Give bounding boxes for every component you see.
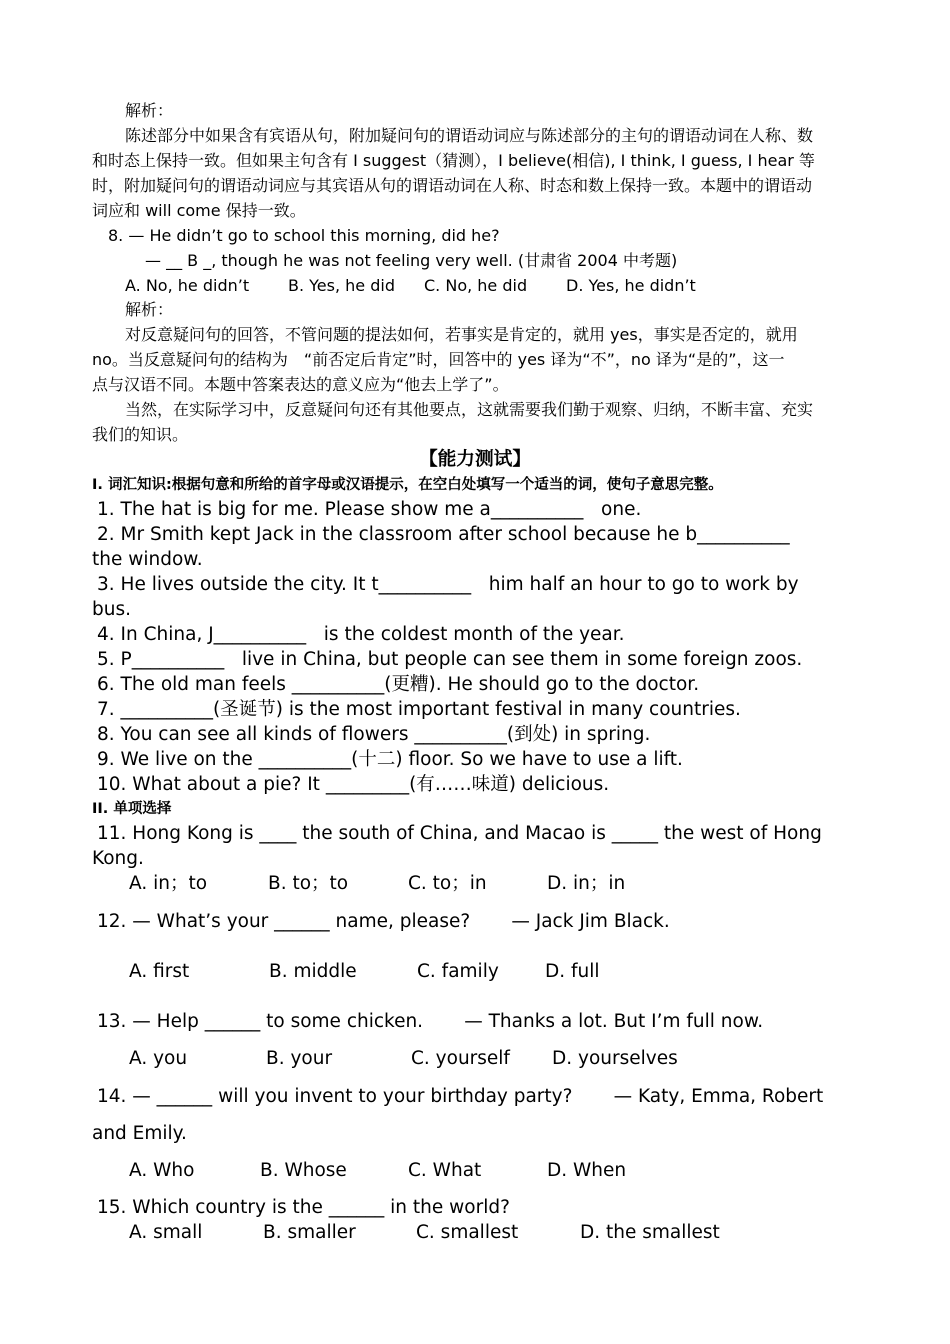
question-8-option: D. Yes, he didn’t — [566, 276, 696, 295]
question-12-stem: 12. — What’s your ______ name, please? — Jack Jim Black. — [97, 911, 670, 932]
question-15-option: A. small — [129, 1222, 203, 1243]
vocab-item: 6. The old man feels __________(更糟). He should go to the doctor. — [97, 674, 700, 695]
question-12-option: B. middle — [269, 961, 357, 982]
question-14-option: B. Whose — [260, 1160, 347, 1181]
question-15-stem: 15. Which country is the ______ in the world? — [97, 1197, 510, 1218]
question-11-option: B. to；to — [268, 873, 349, 894]
question-14-option: C. What — [408, 1160, 482, 1181]
section-1-number: I. — [92, 477, 103, 493]
analysis-line: 词应和 will come 保持一致。 — [92, 201, 306, 220]
question-13-option: B. your — [266, 1048, 333, 1069]
section-1-heading — [92, 478, 723, 493]
analysis-line: 点与汉语不同。本题中答案表达的意义应为“他去上学了”。 — [92, 375, 509, 394]
question-11-stem-continued: Kong. — [92, 848, 144, 869]
question-12-option: A. first — [129, 961, 190, 982]
vocab-item: 1. The hat is big for me. Please show me a__________ one. — [97, 499, 642, 520]
section-1-instructions: 词汇知识:根据句意和所给的首字母或汉语提示，在空白处填写一个适当的词，使句子意思完整。 — [102, 477, 723, 493]
section-2-number: II. — [92, 801, 109, 817]
analysis-label: 解析： — [125, 101, 174, 120]
analysis-line: 当然，在实际学习中，反意疑问句还有其他要点，这就需要我们勤于观察、归纳，不断丰富、充实 — [125, 400, 814, 419]
question-15-option: D. the smallest — [580, 1222, 720, 1243]
section-title: 【能力测试】 — [418, 449, 532, 470]
question-15-option: B. smaller — [263, 1222, 356, 1243]
question-8-option: C. No, he did — [424, 276, 528, 295]
vocab-item-continued: the window. — [92, 549, 203, 570]
analysis-line: 我们的知识。 — [92, 425, 189, 444]
question-14-option: A. Who — [129, 1160, 195, 1181]
question-8-answer: — __ B _, though he was not feeling very well. (甘肃省 2004 中考题) — [145, 251, 678, 270]
question-11-option: C. to；in — [408, 873, 487, 894]
question-8-option: A. No, he didn’t — [125, 276, 250, 295]
question-13-stem: 13. — Help ______ to some chicken. — Thanks a lot. But I’m full now. — [97, 1011, 764, 1032]
question-14-stem-continued: and Emily. — [92, 1123, 187, 1144]
vocab-item: 3. He lives outside the city. It t__________ him half an hour to go to work by — [97, 574, 799, 595]
analysis-line: 对反意疑问句的回答，不管问题的提法如何，若事实是肯定的，就用 yes，事实是否定的，就用 — [125, 325, 798, 344]
question-11-option: A. in；to — [129, 873, 208, 894]
section-2-instructions: 单项选择 — [108, 801, 172, 817]
question-12-option: D. full — [545, 961, 600, 982]
section-2-heading — [92, 802, 171, 817]
vocab-item: 8. You can see all kinds of flowers __________(到处) in spring. — [97, 724, 651, 745]
question-13-option: D. yourselves — [552, 1048, 678, 1069]
vocab-item: 10. What about a pie? It _________(有……味道) delicious. — [97, 774, 610, 795]
vocab-item: 9. We live on the __________(十二) floor. So we have to use a lift. — [97, 749, 683, 770]
vocab-item: 4. In China, J__________ is the coldest month of the year. — [97, 624, 625, 645]
vocab-item: 7. __________(圣诞节) is the most important festival in many countries. — [97, 699, 741, 720]
vocab-item: 5. P__________ live in China, but people can see them in some foreign zoos. — [97, 649, 803, 670]
vocab-item-continued: bus. — [92, 599, 131, 620]
question-12-option: C. family — [417, 961, 499, 982]
question-14-stem: 14. — ______ will you invent to your birthday party? — Katy, Emma, Robert — [97, 1086, 824, 1107]
question-13-option: C. yourself — [411, 1048, 510, 1069]
analysis-line: 时，附加疑问句的谓语动词应与其宾语从句的谓语动词在人称、时态和数上保持一致。本题中的谓语动 — [92, 176, 813, 195]
question-11-stem: 11. Hong Kong is ____ the south of China, and Macao is _____ the west of Hong — [97, 823, 822, 844]
question-8-option: B. Yes, he did — [288, 276, 395, 295]
analysis-label: 解析： — [125, 300, 174, 319]
analysis-line: 和时态上保持一致。但如果主句含有 I suggest（猜测），I believe(相信), I think, I guess, I hear 等 — [92, 151, 815, 170]
question-11-option: D. in；in — [547, 873, 626, 894]
question-13-option: A. you — [129, 1048, 188, 1069]
question-8-stem: 8. — He didn’t go to school this morning, did he? — [108, 226, 500, 245]
vocab-item: 2. Mr Smith kept Jack in the classroom after school because he b__________ — [97, 524, 790, 545]
question-14-option: D. When — [547, 1160, 627, 1181]
analysis-line: no。当反意疑问句的结构为 “前否定后肯定”时，回答中的 yes 译为“不”，no 译为“是的”，这一 — [92, 350, 785, 369]
analysis-line: 陈述部分中如果含有宾语从句，附加疑问句的谓语动词应与陈述部分的主句的谓语动词在人称、数 — [125, 126, 814, 145]
question-15-option: C. smallest — [416, 1222, 519, 1243]
